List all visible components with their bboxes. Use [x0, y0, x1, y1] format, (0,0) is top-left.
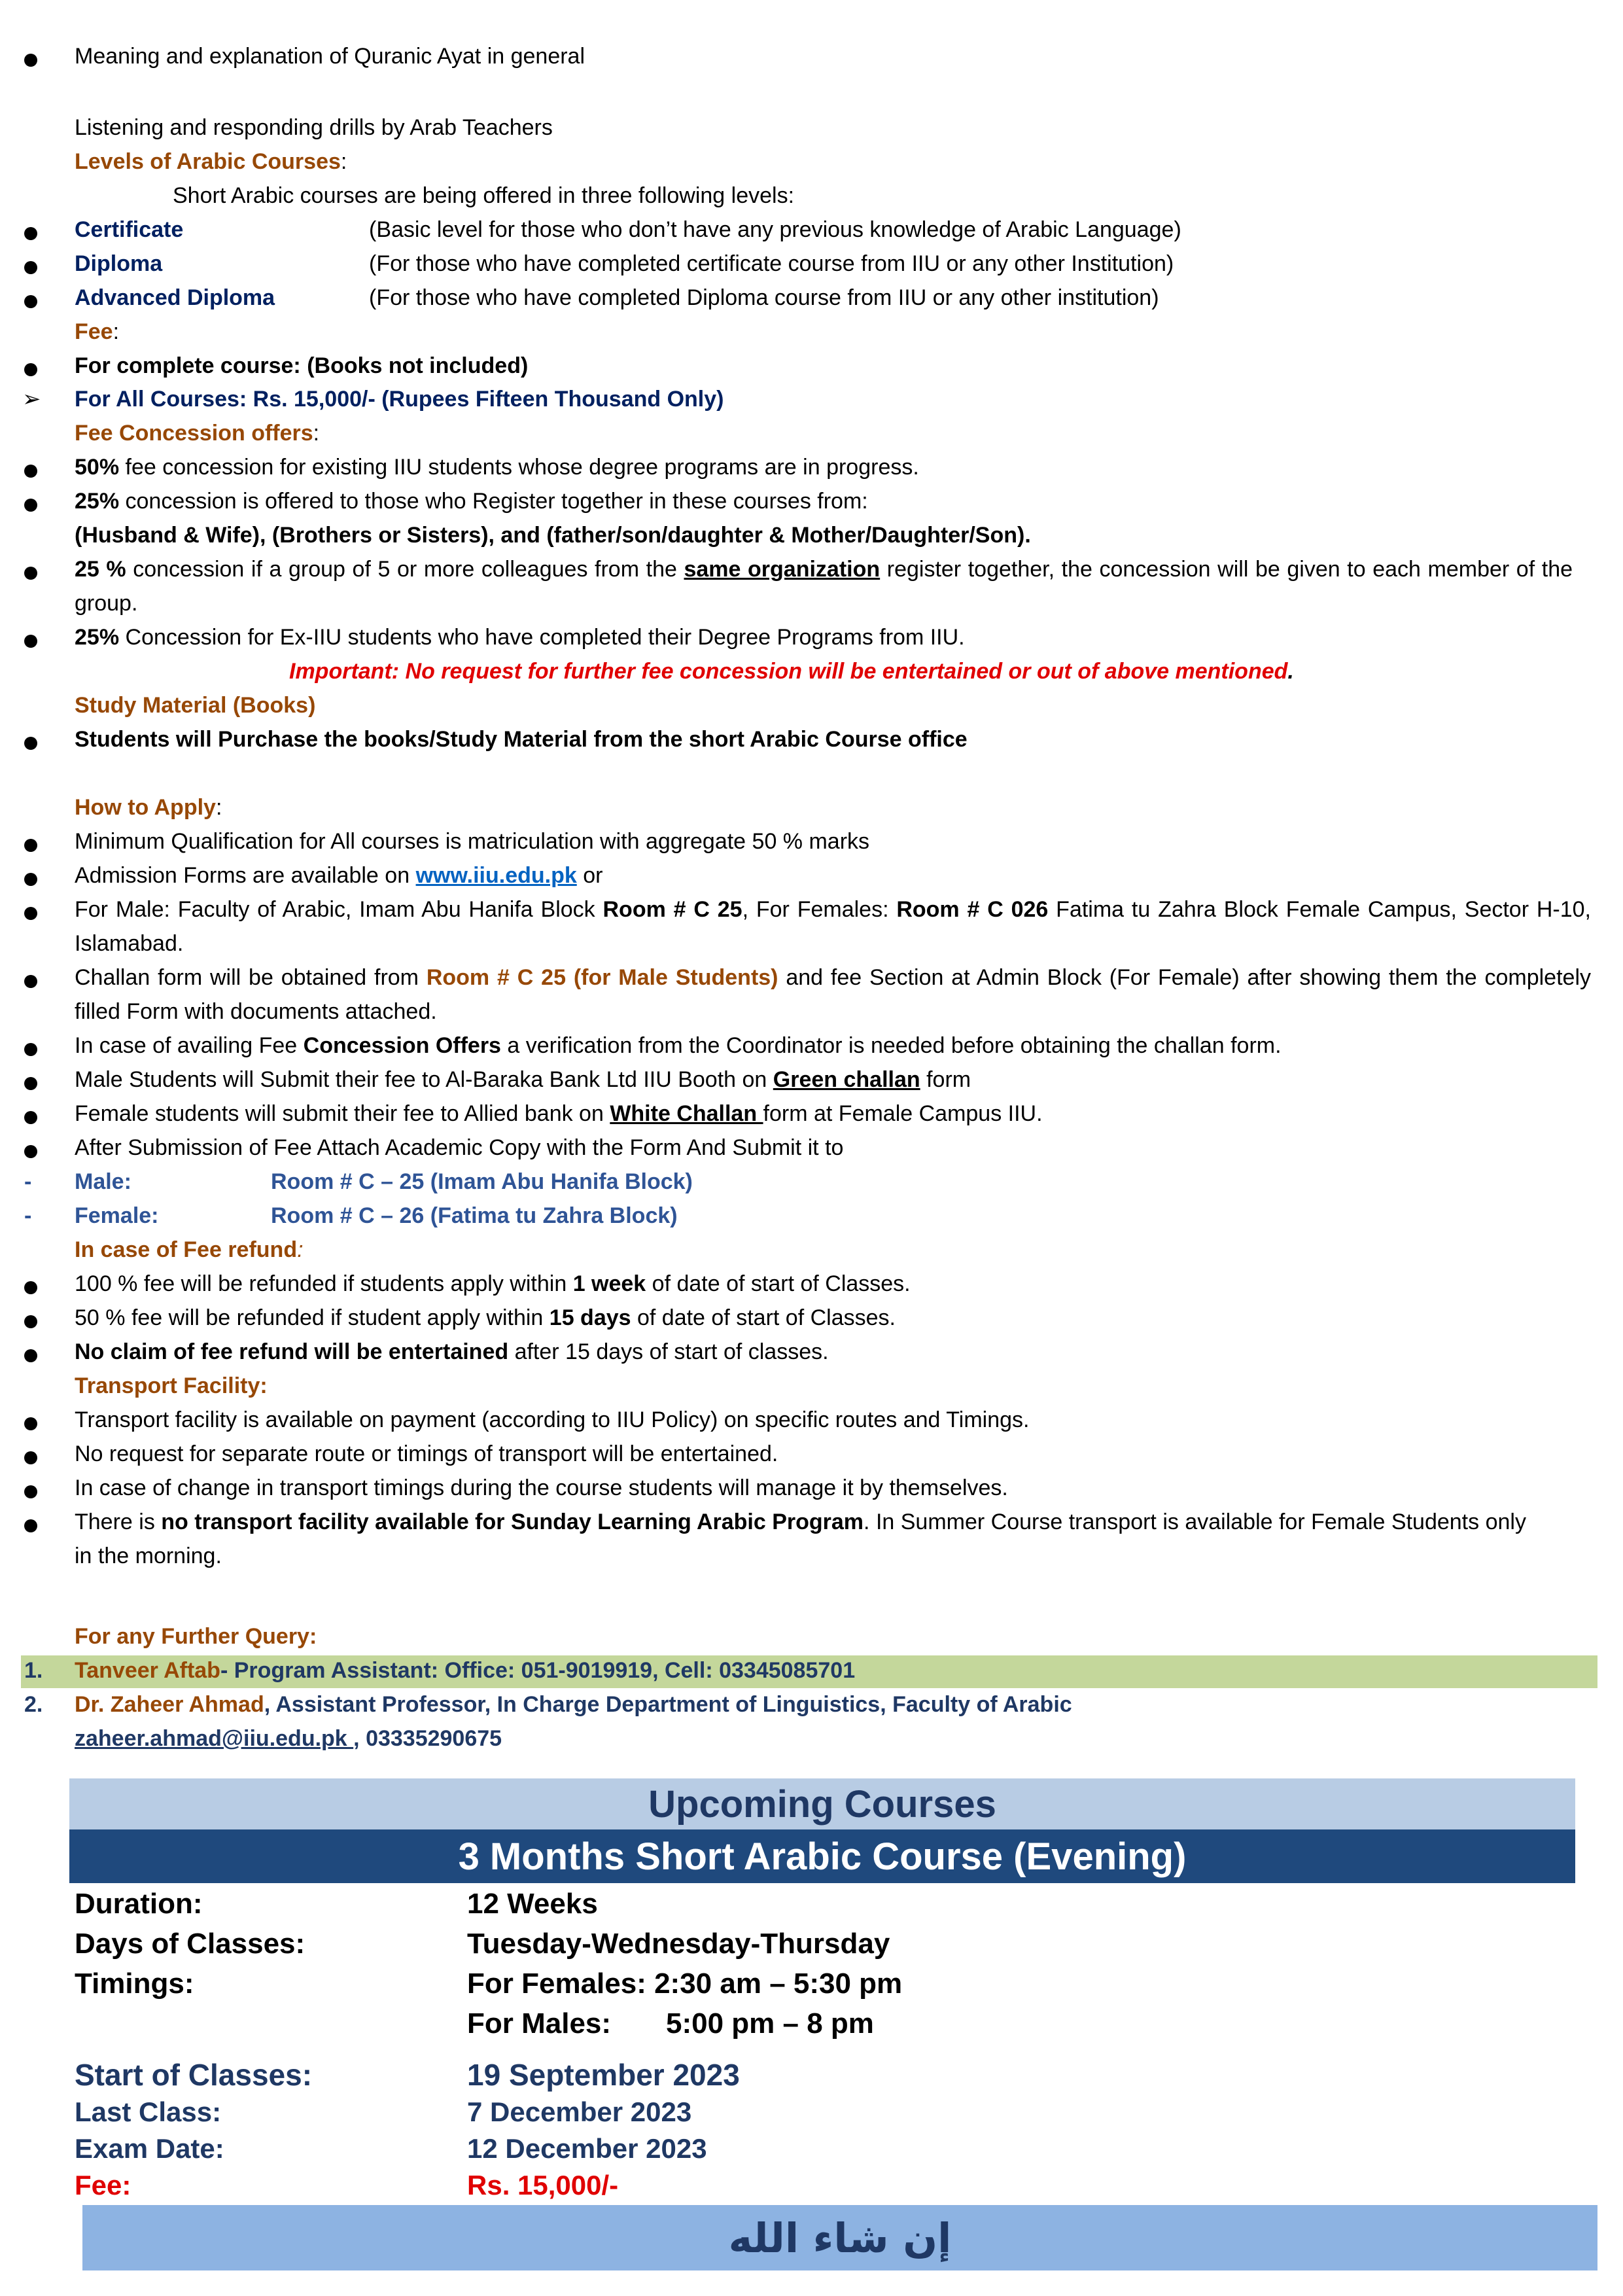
level-name-certificate: Certificate	[75, 217, 184, 242]
bullet	[24, 975, 37, 988]
timings-male-label: For Males:	[467, 2007, 612, 2040]
contact-2: Dr. Zaheer Ahmad, Assistant Professor, In Charge Department of Linguistics, Faculty of Arabic	[75, 1692, 1072, 1717]
timings-female: For Females: 2:30 am – 5:30 pm	[467, 1968, 903, 2000]
bullet	[24, 363, 37, 376]
timings-male-value: 5:00 pm – 8 pm	[666, 2007, 874, 2040]
days-value: Tuesday-Wednesday-Thursday	[467, 1928, 890, 1960]
concession-item: 25% concession is offered to those who Register together in these courses from:	[75, 489, 868, 514]
level-name-diploma: Diploma	[75, 251, 163, 276]
apply-item: For Male: Faculty of Arabic, Imam Abu Hanifa Block Room # C 25, For Females: Room # C 026 Fatima tu Zahra Block Female Campus, Sector H-10, Islamabad.	[75, 897, 1591, 956]
levels-intro: Short Arabic courses are being offered in three following levels:	[173, 183, 795, 208]
bullet	[24, 1043, 37, 1056]
bullet	[24, 567, 37, 580]
bullet	[24, 499, 37, 512]
fee-heading: Fee:	[75, 319, 120, 344]
apply-item: In case of availing Fee Concession Offers a verification from the Coordinator is needed before obtaining the challan form.	[75, 1033, 1282, 1058]
exam-date-label: Exam Date:	[75, 2133, 224, 2164]
contact-1: Tanveer Aftab- Program Assistant: Office: 051-9019919, Cell: 03345085701	[75, 1658, 856, 1683]
course-title-banner: 3 Months Short Arabic Course (Evening)	[69, 1829, 1575, 1883]
apply-item: Male Students will Submit their fee to Al-Baraka Bank Ltd IIU Booth on Green challan form	[75, 1067, 971, 1092]
bullet	[24, 635, 37, 648]
refund-item: No claim of fee refund will be entertained after 15 days of start of classes.	[75, 1339, 829, 1364]
level-desc-diploma: (For those who have completed certificate course from IIU or any other Institution)	[369, 251, 1174, 276]
contact-2-details: zaheer.ahmad@iiu.edu.pk , 03335290675	[75, 1726, 502, 1751]
fee-label: Fee:	[75, 2170, 131, 2200]
apply-item: Admission Forms are available on www.iiu.edu.pk or	[75, 863, 603, 888]
start-label: Start of Classes:	[75, 2058, 313, 2092]
female-label: Female:	[75, 1203, 159, 1228]
bullet	[24, 1349, 37, 1362]
admission-website-link[interactable]: www.iiu.edu.pk	[415, 863, 577, 888]
important-notice: Important: No request for further fee concession will be entertained or out of above mentioned.	[289, 659, 1294, 684]
level-name-advanced-diploma: Advanced Diploma	[75, 285, 275, 310]
bullet	[24, 737, 37, 750]
transport-item: There is no transport facility available for Sunday Learning Arabic Program. In Summer Course transport is available for Female Students only in the morning.	[75, 1510, 1526, 1568]
contact-number: 1.	[24, 1658, 43, 1683]
days-label: Days of Classes:	[75, 1928, 305, 1960]
bullet	[24, 295, 37, 308]
start-value: 19 September 2023	[467, 2058, 740, 2092]
timings-label: Timings:	[75, 1968, 194, 2000]
inshallah-banner: إن شاء الله	[82, 2205, 1597, 2270]
transport-heading: Transport Facility:	[75, 1373, 268, 1398]
levels-heading: Levels of Arabic Courses:	[75, 149, 347, 174]
transport-item: Transport facility is available on payment (according to IIU Policy) on specific routes and Timings.	[75, 1407, 1030, 1432]
bullet	[24, 1145, 37, 1158]
study-material-heading: Study Material (Books)	[75, 693, 316, 718]
contact-number: 2.	[24, 1692, 43, 1717]
bullet	[24, 1111, 37, 1124]
fee-all-courses: For All Courses: Rs. 15,000/- (Rupees Fifteen Thousand Only)	[75, 387, 724, 412]
apply-item: Minimum Qualification for All courses is matriculation with aggregate 50 % marks	[75, 829, 870, 854]
bullet	[24, 465, 37, 478]
bullet	[24, 1315, 37, 1328]
dash-marker: -	[24, 1169, 32, 1194]
study-material-item: Students will Purchase the books/Study Material from the short Arabic Course office	[75, 727, 968, 752]
apply-item: Female students will submit their fee to Allied bank on White Challan form at Female Campus IIU.	[75, 1101, 1043, 1126]
apply-item: Challan form will be obtained from Room # C 25 (for Male Students) and fee Section at Admin Block (For Female) after showing them the completely filled Form with documents attached.	[75, 965, 1591, 1024]
level-desc-advanced-diploma: (For those who have completed Diploma course from IIU or any other institution)	[369, 285, 1159, 310]
concession-item: 25 % concession if a group of 5 or more colleagues from the same organization register together, the concession will be given to each member of the group.	[75, 557, 1573, 616]
concession-relations: (Husband & Wife), (Brothers or Sisters), and (father/son/daughter & Mother/Daughter/Son).	[75, 523, 1031, 548]
duration-label: Duration:	[75, 1888, 203, 1920]
upcoming-courses-banner: Upcoming Courses	[69, 1778, 1575, 1829]
arrow-bullet-icon: ➢	[22, 386, 41, 412]
female-room: Room # C – 26 (Fatima tu Zahra Block)	[271, 1203, 678, 1228]
last-class-value: 7 December 2023	[467, 2096, 692, 2127]
apply-item: After Submission of Fee Attach Academic Copy with the Form And Submit it to	[75, 1135, 844, 1160]
level-desc-certificate: (Basic level for those who don’t have any previous knowledge of Arabic Language)	[369, 217, 1181, 242]
bullet	[24, 1519, 37, 1532]
refund-heading: In case of Fee refund:	[75, 1237, 304, 1262]
bullet	[24, 261, 37, 274]
last-class-label: Last Class:	[75, 2096, 222, 2127]
transport-item: No request for separate route or timings of transport will be entertained.	[75, 1441, 778, 1466]
bullet	[24, 907, 37, 920]
male-label: Male:	[75, 1169, 131, 1194]
bullet	[24, 873, 37, 886]
bullet	[24, 1451, 37, 1464]
bullet	[24, 227, 37, 240]
contact-email-link[interactable]: zaheer.ahmad@iiu.edu.pk	[75, 1726, 354, 1751]
bullet	[24, 1281, 37, 1294]
apply-heading: How to Apply:	[75, 795, 222, 820]
bullet	[24, 1417, 37, 1430]
transport-item: In case of change in transport timings during the course students will manage it by themselves.	[75, 1475, 1008, 1500]
concession-item: 25% Concession for Ex-IIU students who have completed their Degree Programs from IIU.	[75, 625, 965, 650]
fee-complete-course: For complete course: (Books not included)	[75, 353, 529, 378]
bullet	[24, 839, 37, 852]
bullet	[24, 1077, 37, 1090]
male-room: Room # C – 25 (Imam Abu Hanifa Block)	[271, 1169, 693, 1194]
fee-value: Rs. 15,000/-	[467, 2170, 619, 2200]
refund-item: 100 % fee will be refunded if students apply within 1 week of date of start of Classes.	[75, 1271, 911, 1296]
listening-text: Listening and responding drills by Arab Teachers	[75, 115, 553, 140]
query-heading: For any Further Query:	[75, 1624, 317, 1649]
refund-item: 50 % fee will be refunded if student apply within 15 days of date of start of Classes.	[75, 1305, 896, 1330]
concession-item: 50% fee concession for existing IIU students whose degree programs are in progress.	[75, 455, 919, 480]
bullet	[24, 1485, 37, 1498]
exam-date-value: 12 December 2023	[467, 2133, 707, 2164]
duration-value: 12 Weeks	[467, 1888, 598, 1920]
concession-heading: Fee Concession offers:	[75, 421, 320, 446]
bullet	[24, 54, 37, 67]
meaning-text: Meaning and explanation of Quranic Ayat in general	[75, 44, 585, 69]
dash-marker: -	[24, 1203, 32, 1228]
